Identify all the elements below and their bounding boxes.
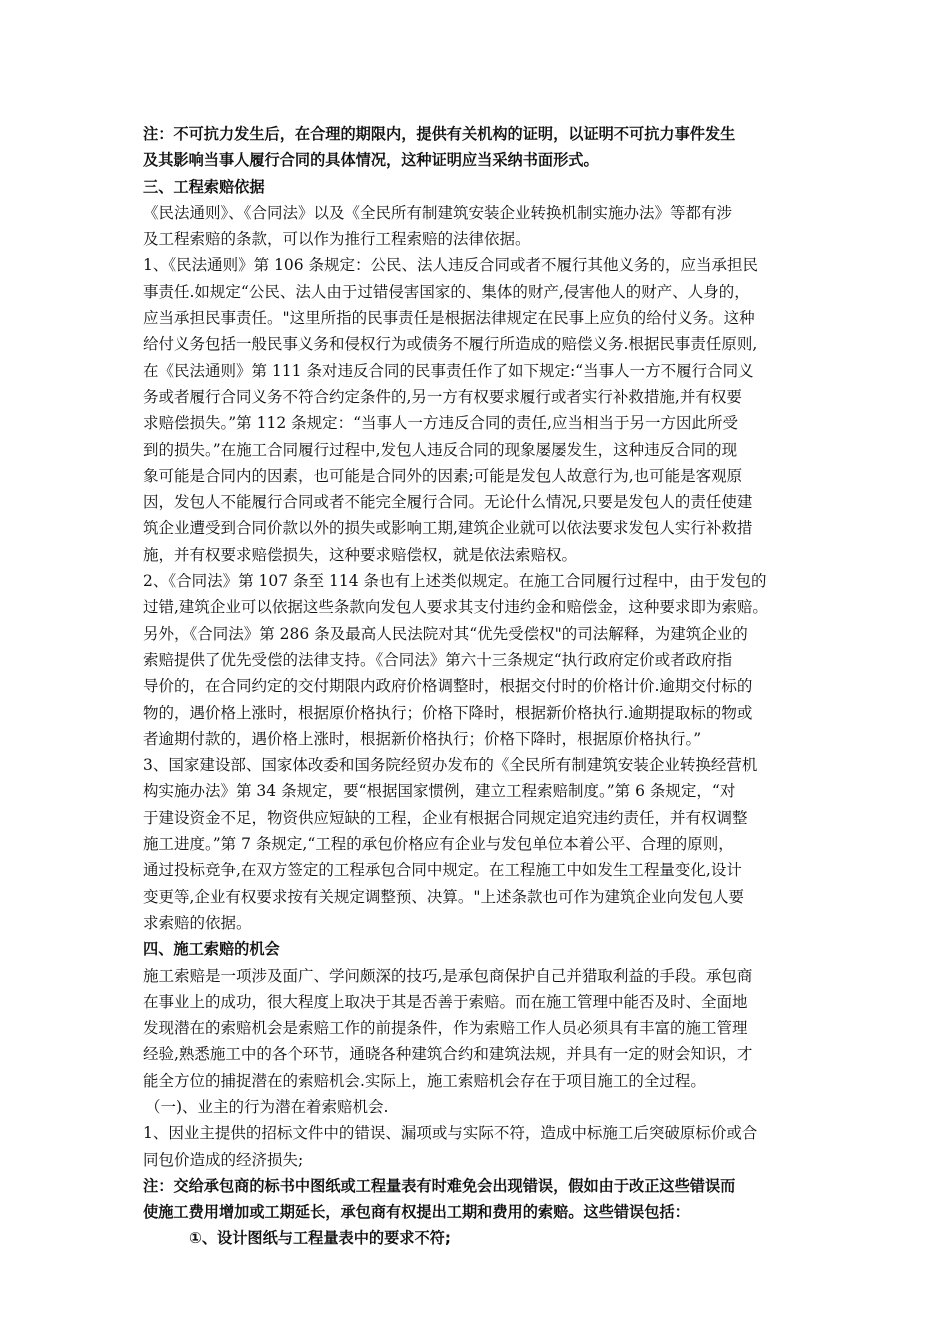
text-line: 经验,熟悉施工中的各个环节，通晓各种建筑合约和建筑法规，并具有一定的财会知识，才 <box>143 1045 753 1064</box>
text-line: 应当承担民事责任。"这里所指的民事责任是根据法律规定在民事上应负的给付义务。这种 <box>143 309 755 328</box>
text-line: 2、《合同法》第 107 条至 114 条也有上述类似规定。在施工合同履行过程中，由于发包的 <box>143 572 767 591</box>
text-line: 施工索赔是一项涉及面广、学问颇深的技巧,是承包商保护自己并猎取利益的手段。承包商 <box>143 966 753 985</box>
bold-text-line: 使施工费用增加或工期延长，承包商有权提出工期和费用的索赔。这些错误包括： <box>143 1203 690 1222</box>
text-line: 能全方位的捕捉潜在的索赔机会.实际上，施工索赔机会存在于项目施工的全过程。 <box>143 1071 706 1090</box>
text-line: 变更等,企业有权要求按有关规定调整预、决算。"上述条款也可作为建筑企业向发包人要 <box>143 887 745 906</box>
text-line: 给付义务包括一般民事义务和侵权行为或债务不履行所造成的赔偿义务.根据民事责任原则, <box>143 335 758 354</box>
text-line: 事责任.如规定“公民、法人由于过错侵害国家的、集体的财产,侵害他人的财产、人身的， <box>143 282 750 301</box>
text-line: 《民法通则》、《合同法》以及《全民所有制建筑安装企业转换机制实施办法》等都有涉 <box>143 203 733 222</box>
text-line: 施工进度。”第 7 条规定,“工程的承包价格应有企业与发包单位本着公平、合理的原则， <box>143 835 734 854</box>
text-line: 通过投标竞争,在双方签定的工程承包合同中规定。在工程施工中如发生工程量变化,设计 <box>143 861 742 880</box>
text-line: 物的，遇价格上涨时，根据原价格执行；价格下降时，根据新价格执行.逾期提取标的物或 <box>143 703 753 722</box>
bold-text-line: 注：交给承包商的标书中图纸或工程量表有时难免会出现错误，假如由于改正这些错误而 <box>143 1176 736 1195</box>
text-line: 过错,建筑企业可以依据这些条款向发包人要求其支付违约金和赔偿金，这种要求即为索赔。 <box>143 598 768 617</box>
text-line: 构实施办法》第 34 条规定，要“根据国家惯例，建立工程索赔制度。”第 6 条规定，“对 <box>143 782 736 801</box>
text-line: 于建设资金不足，物资供应短缺的工程，企业有根据合同规定追究违约责任，并有权调整 <box>143 808 748 827</box>
text-line: 1、因业主提供的招标文件中的错误、漏项或与实际不符，造成中标施工后突破原标价或合 <box>143 1124 758 1143</box>
text-line: 到的损失。”在施工合同履行过程中,发包人违反合同的现象屡屡发生，这种违反合同的现 <box>143 440 738 459</box>
text-line: 求索赔的依据。 <box>143 913 252 932</box>
text-line: （一)、业主的行为潜在着索赔机会. <box>145 1097 389 1116</box>
text-line: 象可能是合同内的因素，也可能是合同外的因素;可能是发包人故意行为,也可能是客观原 <box>143 466 743 485</box>
text-line: 筑企业遭受到合同价款以外的损失或影响工期,建筑企业就可以依法要求发包人实行补救措 <box>143 519 753 538</box>
bold-text-line: 四、施工索赔的机会 <box>143 940 280 959</box>
bold-text-line: 及其影响当事人履行合同的具体情况，这种证明应当采纳书面形式。 <box>143 151 599 170</box>
text-line: 及工程索赔的条款，可以作为推行工程索赔的法律依据。 <box>143 230 531 249</box>
text-line: 在事业上的成功，很大程度上取决于其是否善于索赔。而在施工管理中能否及时、全面地 <box>143 992 748 1011</box>
text-line: 另外，《合同法》第 286 条及最高人民法院对其“优先受偿权"的司法解释，为建筑企业的 <box>143 624 748 643</box>
document-body <box>143 121 815 1252</box>
text-line: 索赔提供了优先受偿的法律支持。《合同法》第六十三条规定“执行政府定价或者政府指 <box>143 650 733 669</box>
bold-text-line: 三、工程索赔依据 <box>143 177 265 196</box>
bold-text-line: ①、设计图纸与工程量表中的要求不符; <box>189 1229 451 1248</box>
text-line: 3、国家建设部、国家体改委和国务院经贸办发布的《全民所有制建筑安装企业转换经营机 <box>143 756 758 775</box>
text-line: 发现潜在的索赔机会是索赔工作的前提条件，作为索赔工作人员必须具有丰富的施工管理 <box>143 1019 748 1038</box>
text-line: 在《民法通则》第 111 条对违反合同的民事责任作了如下规定:“当事人一方不履行合同义 <box>143 361 754 380</box>
text-line: 因，发包人不能履行合同或者不能完全履行合同。无论什么情况,只要是发包人的责任使建 <box>143 493 753 512</box>
text-line: 求赔偿损失。”第 112 条规定：“当事人一方违反合同的责任,应当相当于另一方因此所受 <box>143 414 738 433</box>
text-line: 同包价造成的经济损失; <box>143 1150 304 1169</box>
bold-text-line: 注：不可抗力发生后，在合理的期限内，提供有关机构的证明，以证明不可抗力事件发生 <box>143 125 736 143</box>
text-line: 1、《民法通则》第 106 条规定：公民、法人违反合同或者不履行其他义务的，应当承担民 <box>143 256 759 275</box>
text-line: 导价的，在合同约定的交付期限内政府价格调整时，根据交付时的价格计价.逾期交付标的 <box>143 677 753 696</box>
text-line: 务或者履行合同义务不符合约定条件的,另一方有权要求履行或者实行补救措施,并有权要 <box>143 387 742 406</box>
text-line: 者逾期付款的，遇价格上涨时，根据新价格执行；价格下降时，根据原价格执行。” <box>143 729 702 748</box>
text-line: 施，并有权要求赔偿损失，这种要求赔偿权，就是依法索赔权。 <box>143 545 578 564</box>
